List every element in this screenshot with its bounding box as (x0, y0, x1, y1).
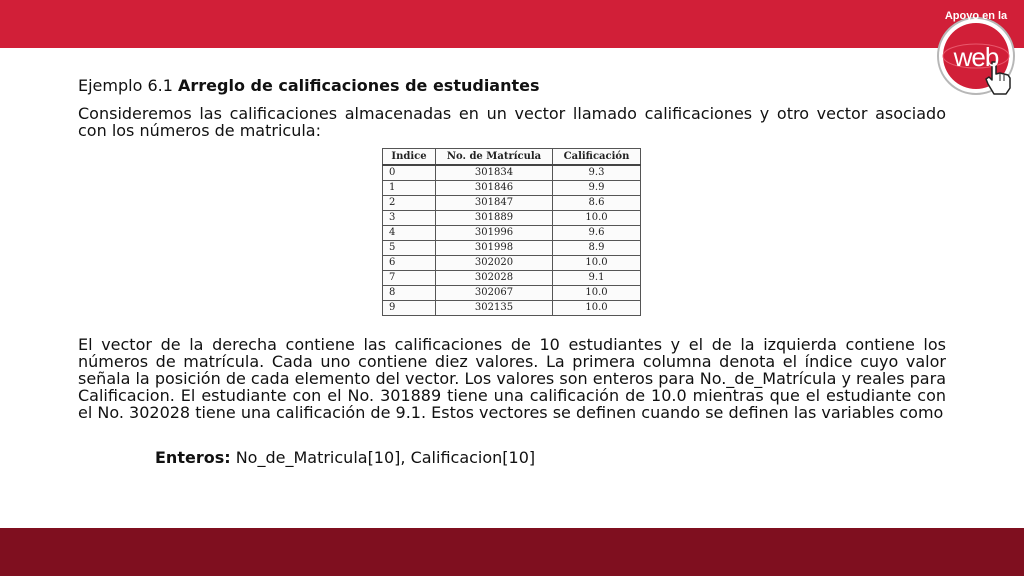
cell-calificacion: 10.0 (553, 256, 641, 271)
cell-indice: 6 (383, 256, 436, 271)
declaration-text: No_de_Matricula[10], Calificacion[10] (230, 448, 536, 467)
intro-paragraph: Consideremos las calificaciones almacenadas en un vector llamado calificaciones y otro vector asociado con los números de matricula: (78, 104, 946, 140)
cell-calificacion: 9.1 (553, 271, 641, 286)
cell-indice: 0 (383, 165, 436, 181)
cell-matricula: 301889 (436, 211, 553, 226)
logo-caption: Apoyo en la (944, 10, 1008, 22)
cell-calificacion: 10.0 (553, 211, 641, 226)
cell-calificacion: 8.9 (553, 241, 641, 256)
example-heading (78, 76, 540, 96)
table-row (383, 181, 641, 196)
cell-calificacion: 10.0 (553, 286, 641, 301)
cell-indice: 3 (383, 211, 436, 226)
cell-indice: 4 (383, 226, 436, 241)
logo-word: web (953, 42, 999, 72)
table-row (383, 211, 641, 226)
cell-calificacion: 9.9 (553, 181, 641, 196)
table-row (383, 165, 641, 181)
table-row (383, 196, 641, 211)
cell-matricula: 301834 (436, 165, 553, 181)
cell-indice: 5 (383, 241, 436, 256)
header-matricula: No. de Matrícula (436, 149, 553, 166)
cell-calificacion: 9.6 (553, 226, 641, 241)
cell-indice: 8 (383, 286, 436, 301)
cell-indice: 1 (383, 181, 436, 196)
table-row (383, 256, 641, 271)
cell-matricula: 302135 (436, 301, 553, 316)
bottom-banner (0, 528, 1024, 576)
table-header-row (383, 149, 641, 166)
example-title: Arreglo de calificaciones de estudiantes (178, 76, 540, 95)
table-row (383, 286, 641, 301)
header-calificacion: Calificación (553, 149, 641, 166)
cell-indice: 7 (383, 271, 436, 286)
cell-matricula: 302067 (436, 286, 553, 301)
cell-matricula: 301847 (436, 196, 553, 211)
cell-calificacion: 8.6 (553, 196, 641, 211)
cell-calificacion: 10.0 (553, 301, 641, 316)
declaration-keyword: Enteros: (155, 448, 231, 467)
cell-matricula: 301846 (436, 181, 553, 196)
variable-declaration (155, 448, 535, 468)
cell-matricula: 302020 (436, 256, 553, 271)
cell-indice: 2 (383, 196, 436, 211)
cell-indice: 9 (383, 301, 436, 316)
cell-calificacion: 9.3 (553, 165, 641, 181)
cell-matricula: 301996 (436, 226, 553, 241)
example-number: Ejemplo 6.1 (78, 76, 173, 95)
table-row (383, 271, 641, 286)
explanation-paragraph: El vector de la derecha contiene las calificaciones de 10 estudiantes y el de la izquierda contiene los números de matrícula. Cada uno contiene diez valores. La primera columna denota el índice cuyo valor señala la posición de cada elemento del vector. Los valores son enteros para No._de_Matrícula y reales para Calificacion. El estudiante con el No. 301889 tiene una calificación de 10.0 mientras que el estudiante con el No. 302028 tiene una calificación de 9.1. Estos vectores se definen cuando se definen las variables como (78, 335, 946, 422)
table-row (383, 241, 641, 256)
table-row (383, 301, 641, 316)
top-banner (0, 0, 1024, 48)
header-indice: Indice (383, 149, 436, 166)
apoyo-web-logo (928, 0, 1024, 112)
cell-matricula: 301998 (436, 241, 553, 256)
grades-table (382, 148, 641, 316)
cell-matricula: 302028 (436, 271, 553, 286)
table-row (383, 226, 641, 241)
